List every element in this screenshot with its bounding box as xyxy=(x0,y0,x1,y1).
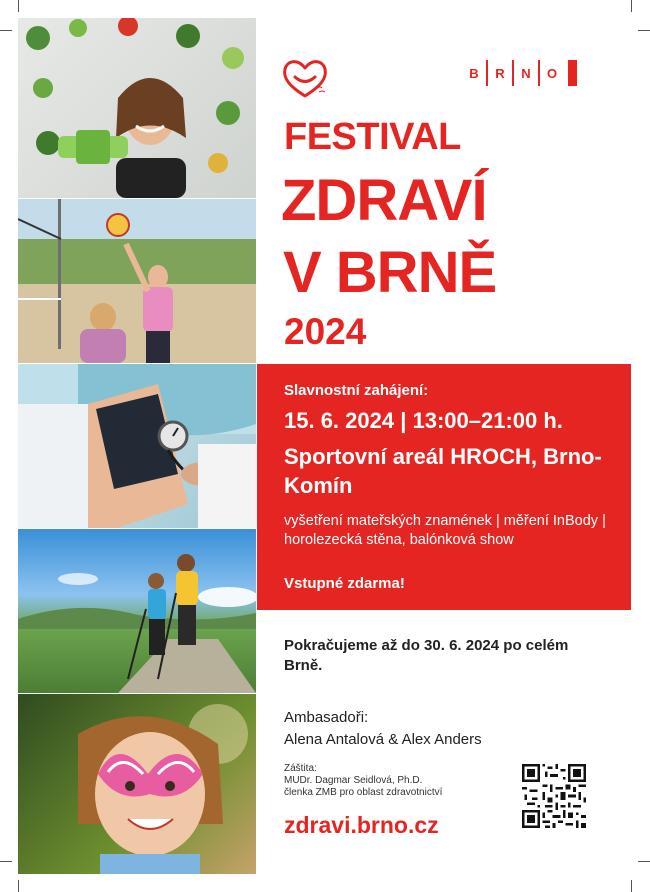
photo-girls-volleyball xyxy=(18,199,256,363)
brno-bar xyxy=(568,60,577,86)
patronage-label: Záštita: xyxy=(284,763,317,774)
crop-mark xyxy=(18,880,19,892)
heart-logo-icon xyxy=(281,58,329,100)
crop-mark xyxy=(638,30,650,31)
brno-letter: N xyxy=(521,65,531,81)
ambassadors-names: Alena Antalová & Alex Anders xyxy=(284,731,482,748)
crop-mark xyxy=(631,880,632,892)
photo-nordic-walking xyxy=(18,529,256,693)
crop-mark xyxy=(0,30,12,31)
patronage-name: MUDr. Dagmar Seidlová, Ph.D. xyxy=(284,775,423,786)
brno-letter: B xyxy=(469,65,479,81)
brno-letter: O xyxy=(546,65,558,81)
title-year: 2024 xyxy=(284,311,367,352)
photo-child-face-paint xyxy=(18,694,256,874)
crop-mark xyxy=(18,0,19,12)
title-zdravi: ZDRAVÍ xyxy=(281,168,487,233)
crop-mark xyxy=(0,861,12,862)
event-datetime: 15. 6. 2024 | 13:00–21:00 h. xyxy=(284,408,563,433)
title-festival: FESTIVAL xyxy=(284,116,461,158)
title-v-brne: V BRNĚ xyxy=(283,240,497,305)
photo-woman-with-vegetables xyxy=(18,18,256,198)
ambassadors-label: Ambasadoři: xyxy=(284,709,369,726)
brno-logo xyxy=(462,60,577,86)
photo-blood-pressure-measurement xyxy=(18,364,256,528)
patronage-role: členka ZMB pro oblast zdravotnictví xyxy=(284,787,443,798)
continuation-note: Pokračujeme až do 30. 6. 2024 po celém Brně. xyxy=(284,637,569,674)
crop-mark xyxy=(638,861,650,862)
event-info-box xyxy=(257,364,631,610)
event-activities: vyšetření mateřských znamének | měření InBody | horolezecká stěna, balónková show xyxy=(284,513,606,548)
qr-code-icon[interactable] xyxy=(522,764,586,828)
crop-mark xyxy=(631,0,632,12)
event-venue: Sportovní areál HROCH, Brno-Komín xyxy=(284,444,602,498)
patronage xyxy=(284,763,442,799)
brno-letter: R xyxy=(495,65,505,81)
opening-label: Slavnostní zahájení: xyxy=(284,382,429,399)
admission-free: Vstupné zdarma! xyxy=(284,575,405,592)
website-link[interactable]: zdravi.brno.cz xyxy=(284,812,439,838)
